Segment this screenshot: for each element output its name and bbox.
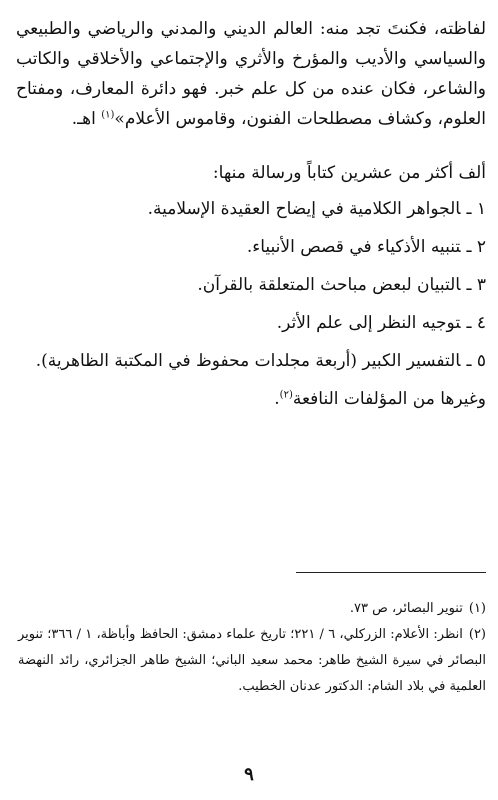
list-item-number: ٤ ـ — [466, 313, 486, 333]
list-item — [16, 270, 486, 300]
list-item-text: التبيان لبعض مباحث المتعلقة بالقرآن. — [197, 275, 461, 295]
list-item — [16, 308, 486, 338]
list-item-number: ٣ ـ — [466, 275, 486, 295]
main-text — [16, 14, 486, 414]
list-item-text: الجواهر الكلامية في إيضاح العقيدة الإسلامية. — [147, 199, 461, 219]
works-list — [16, 194, 486, 376]
intro-text: لفاظته، فكنتَ تجد منه: العالم الديني والمدني والرياضي والطبيعي والسياسي والأديب والمؤرخ والأثري والإجتماعي والأخلاقي والكاتب والشاعر، فكان عنده من كل علم خبر. فهو دائرة المعارف، ومفتاح العلوم، وكشاف مصطلحات الفنون، وقاموس الأعلام» — [16, 19, 486, 129]
intro-paragraph — [16, 14, 486, 134]
footnote-ref-2: (٢) — [279, 389, 293, 401]
footnote-separator — [296, 572, 486, 573]
list-item-text: توجيه النظر إلى علم الأثر. — [276, 313, 461, 333]
paragraph-gap — [16, 134, 486, 158]
page-number: ٩ — [244, 764, 254, 785]
more-works-end: . — [274, 389, 280, 409]
footnote-text: تنوير البصائر، ص ٧٣. — [349, 601, 463, 616]
list-item — [16, 194, 486, 224]
footnote — [18, 622, 486, 700]
footnote — [18, 596, 486, 622]
footnote-ref-1: (١) — [101, 109, 115, 121]
footnote-text: انظر: الأعلام: الزركلي، ٦ / ٢٢١؛ تاريخ علماء دمشق: الحافظ وأباظة، ١ / ٣٦٦؛ تنوير البصائر في سيرة الشيخ طاهر: محمد سعيد الباني؛ الشيخ طاهر الجزائري، رائد النهضة العلمية في بلاد الشام: الدكتور عدنان الخطيب. — [18, 627, 486, 694]
list-item-number: ٢ ـ — [466, 237, 486, 257]
works-intro: ألف أكثر من عشرين كتاباً ورسالة منها: — [212, 163, 486, 183]
intro-end: اهـ. — [71, 109, 102, 129]
more-works-line — [16, 384, 486, 414]
more-works-text: وغيرها من المؤلفات النافعة — [292, 389, 486, 409]
footnotes — [18, 596, 486, 700]
list-item-text: التفسير الكبير (أربعة مجلدات محفوظ في المكتبة الظاهرية). — [35, 351, 461, 371]
list-item — [16, 346, 486, 376]
list-item-number: ٥ ـ — [466, 351, 486, 371]
list-item — [16, 232, 486, 262]
list-item-text: تنبيه الأذكياء في قصص الأنبياء. — [246, 237, 461, 257]
footnote-label: (٢) — [468, 627, 486, 642]
footnote-label: (١) — [468, 601, 486, 616]
list-item-number: ١ ـ — [466, 199, 486, 219]
